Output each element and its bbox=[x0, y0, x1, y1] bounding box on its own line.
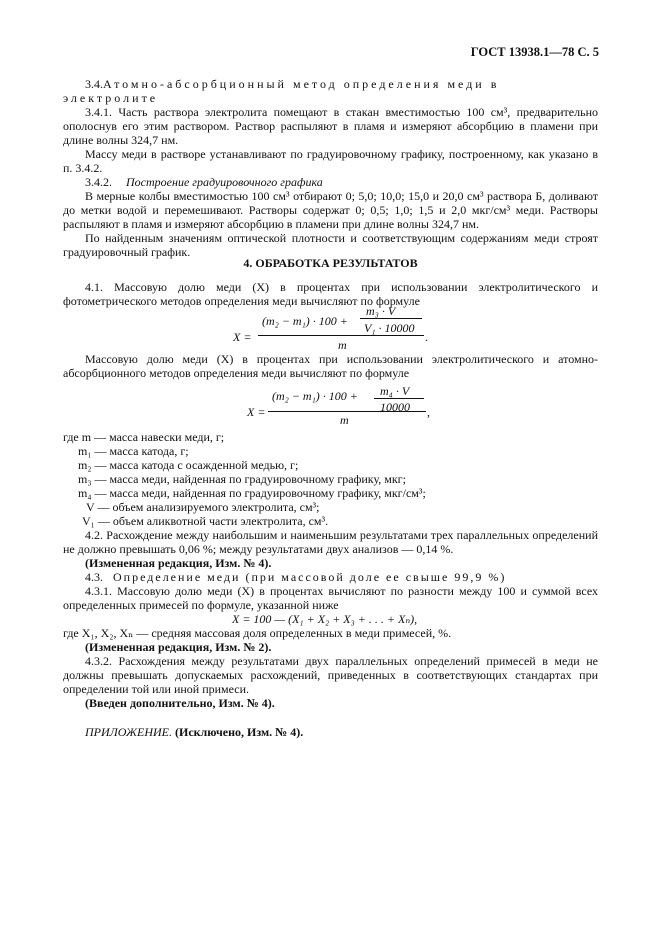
s34-title: Атомно-абсорбционный метод определения меди в bbox=[103, 77, 500, 91]
para2: Массовую долю меди (X) в процентах при использовании электролитического и атомно-абсорбционного методов определения меди вычисляют по формуле bbox=[63, 352, 598, 380]
where-item: m₂ — масса катода с осажденной медью, г; bbox=[78, 458, 299, 472]
formula1-inner-num: m₃ · V bbox=[366, 304, 396, 318]
formula2-inner-num: m₄ · V bbox=[380, 384, 410, 398]
note2: (Измененная редакция, Изм. № 2). bbox=[85, 640, 272, 654]
formula2-num: (m₂ − m₁) · 100 + bbox=[272, 389, 358, 403]
s43-title: Определение меди (при массовой доле ее свыше 99,9 %) bbox=[113, 570, 507, 584]
formula1-num: (m₂ − m₁) · 100 + bbox=[262, 314, 348, 328]
formula1-den: m bbox=[338, 338, 347, 352]
where-intro: где m — масса навески меди, г; bbox=[63, 430, 225, 444]
where-item: V₁ — объем аликвотной части электролита, см³. bbox=[82, 514, 329, 528]
note3: (Введен дополнительно, Изм. № 4). bbox=[85, 696, 275, 710]
s341-para: 3.4.1. Часть раствора электролита помещают в стакан вместимостью 100 см³, предварительно ополоснув его этим раствором. Раствор распыляют в пламя и измеряют абсорбцию в пламени при длине волны 324,7 нм. bbox=[63, 105, 598, 147]
formula2-inner-den: 10000 bbox=[380, 400, 410, 414]
where-item: V — объем анализируемого электролита, см³; bbox=[86, 500, 320, 514]
section-4-heading: 4. ОБРАБОТКА РЕЗУЛЬТАТОВ bbox=[243, 256, 418, 270]
s41-para: 4.1. Массовую долю меди (X) в процентах при использовании электролитического и фотометрического методов определения меди вычисляют по формуле bbox=[63, 280, 598, 308]
mass-para: Массу меди в растворе устанавливают по градуировочному графику, построенному, как указано в п. 3.4.2. bbox=[63, 147, 598, 175]
s432-para: 4.3.2. Расхождения между результатами двух параллельных определений примесей в меди не должны превышать допускаемых расхождений, приведенных в соответствующих стандартах при определении той или иной примеси. bbox=[63, 654, 598, 696]
formula1-lhs: X = bbox=[233, 330, 252, 344]
s342-para: В мерные колбы вместимостью 100 см³ отбирают 0; 5,0; 10,0; 15,0 и 20,0 см³ раствора Б, доливают до метки водой и перемешивают. Растворы содержат 0; 0,5; 1,0; 1,5 и 2,0 мкг/см³ меди. Растворы распыляют в пламя и измеряют абсорбцию в пламени при длине волны 324,7 нм. bbox=[63, 189, 598, 231]
where3: где X₁, X₂, Xₙ — средняя массовая доля определенных в меди примесей, %. bbox=[63, 626, 452, 640]
formula-3: X = 100 — (X₁ + X₂ + X₃ + . . . + Xₙ), bbox=[232, 612, 418, 626]
graph-para: По найденным значениям оптической плотности и соответствующим содержаниям меди строят градуировочный график. bbox=[63, 231, 598, 259]
s42-note: (Измененная редакция, Изм. № 4). bbox=[85, 556, 272, 570]
where-item: m₄ — масса меди, найденная по градуировочному графику, мкг/см³; bbox=[78, 486, 426, 500]
where-item: m₃ — масса меди, найденная по градуировочному графику, мкг; bbox=[78, 472, 406, 486]
s42-para: 4.2. Расхождение между наибольшим и наименьшим результатами трех параллельных определений не должно превышать 0,06 %; между результатами двух анализов — 0,14 %. bbox=[63, 528, 598, 556]
formula2-den: m bbox=[340, 413, 349, 427]
formula2-bar bbox=[268, 411, 426, 412]
formula2-end: , bbox=[427, 405, 430, 419]
s34-title-cont: электролите bbox=[63, 91, 159, 105]
formula1-end: . bbox=[425, 330, 428, 344]
appendix-line bbox=[85, 725, 303, 739]
s431-para: 4.3.1. Массовую долю меди (X) в процентах вычисляют по разности между 100 и суммой всех определенных примесей по формуле, указанной ниже bbox=[63, 584, 598, 612]
s34-num: 3.4. bbox=[85, 77, 103, 91]
appendix-note: (Исключено, Изм. № 4). bbox=[174, 725, 304, 739]
page-header: ГОСТ 13938.1—78 С. 5 bbox=[470, 45, 599, 59]
s43-num: 4.3. bbox=[85, 570, 103, 584]
where-item: m₁ — масса катода, г; bbox=[78, 444, 189, 458]
appendix-title: ПРИЛОЖЕНИЕ. bbox=[85, 725, 172, 739]
formula1-inner-bar bbox=[360, 318, 422, 319]
formula2-lhs: X = bbox=[247, 405, 266, 419]
formula1-inner-den: V₁ · 10000 bbox=[364, 321, 415, 335]
formula2-inner-bar bbox=[374, 398, 424, 399]
s342-num: 3.4.2. bbox=[85, 175, 112, 189]
formula1-bar bbox=[258, 335, 424, 336]
s342-title: Построение градуировочного графика bbox=[126, 175, 323, 189]
